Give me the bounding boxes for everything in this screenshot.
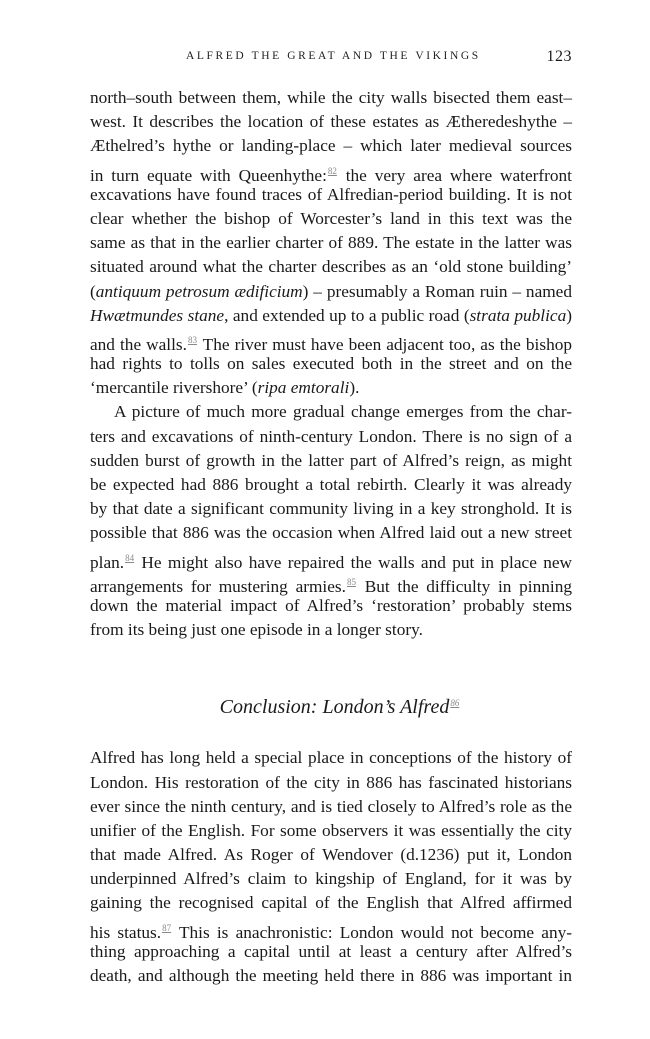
latin-phrase: ripa emtorali [257, 378, 350, 398]
text-line: ever since the ninth century, and is tied closely to Alfred’s role as the [90, 796, 572, 816]
text-line: from its being just one episode in a longer story. [90, 620, 423, 640]
section-spacer [90, 642, 572, 688]
text-line: that made Alfred. As Roger of Wendover (d.1236) put it, London [90, 845, 572, 865]
text-run: The river must have been adjacent too, as the bishop [197, 334, 572, 354]
running-header [90, 48, 572, 68]
text-line [90, 916, 572, 940]
text-line: ters and excavations of ninth-century London. There is no sign of a [90, 426, 572, 446]
text-line [90, 376, 572, 400]
text-line: underpinned Alfred’s claim to kingship of England, for it was by [90, 869, 572, 889]
text-line: west. It describes the location of these estates as Ætheredeshythe – [90, 112, 572, 132]
paragraph-1 [90, 86, 572, 400]
text-line: excavations have found traces of Alfredian-period building. It is not [90, 184, 572, 204]
footnote-ref-84[interactable]: 84 [125, 552, 135, 563]
text-run: and the walls. [90, 334, 187, 354]
text-line: had rights to tolls on sales executed both in the street and on the [90, 354, 572, 374]
text-line: thing approaching a capital until at least a century after Alfred’s [90, 941, 572, 961]
paragraph-2 [90, 400, 572, 642]
text-line: unifier of the English. For some observers it was essentially the city [90, 820, 572, 840]
text-line: sudden burst of growth in the latter part of Alfred’s reign, as might [90, 450, 572, 470]
footnote-ref-87[interactable]: 87 [162, 922, 172, 933]
footnote-ref-82[interactable]: 82 [327, 165, 337, 176]
text-run: the very area where waterfront [337, 165, 572, 185]
text-line [90, 159, 572, 183]
text-line [90, 280, 572, 304]
text-line: A picture of much more gradual change emerges from the char- [114, 402, 572, 422]
text-line: possible that 886 was the occasion when Alfred laid out a new street [90, 523, 572, 543]
text-line: clear whether the bishop of Worcester’s land in this text was the [90, 208, 572, 228]
text-line: same as that in the earlier charter of 889. The estate in the latter was [90, 233, 572, 253]
text-line: situated around what the charter describes as an ‘old stone building’ [90, 257, 572, 277]
text-run: ‘mercantile rivershore’ ( [90, 378, 258, 398]
text-run: ). [349, 378, 360, 398]
latin-phrase: strata publica [469, 305, 567, 325]
text-line: Alfred has long held a special place in conceptions of the history of [90, 748, 572, 768]
section-heading [90, 688, 572, 718]
text-run: He might also have repaired the walls and put in place new [135, 552, 572, 572]
page-number: 123 [546, 48, 572, 65]
text-run: ) – presumably a Roman ruin – named [302, 281, 572, 301]
paragraph-3 [90, 746, 572, 988]
text-run: This is anachronistic: London would not become any- [172, 922, 573, 942]
text-line: death, and although the meeting held there in 886 was important in [90, 966, 572, 985]
section-heading-text: Conclusion: London’s Alfred [219, 696, 450, 719]
text-run: ( [90, 281, 96, 301]
footnote-ref-83[interactable]: 83 [187, 334, 197, 345]
text-run: ) [566, 305, 572, 325]
text-line [90, 546, 572, 570]
text-line: London. His restoration of the city in 886 has fascinated historians [90, 772, 572, 792]
text-line: Æthelred’s hythe or landing-place – which later medieval sources [90, 136, 572, 156]
text-line: gaining the recognised capital of the English that Alfred affirmed [90, 893, 572, 913]
running-title: ALFRED THE GREAT AND THE VIKINGS [186, 50, 481, 62]
footnote-ref-86[interactable]: 86 [450, 698, 460, 709]
section-spacer [90, 718, 572, 746]
text-run: But the difficulty in pinning [356, 576, 572, 596]
text-line: down the material impact of Alfred’s ‘restoration’ probably stems [90, 595, 572, 615]
text-run: his status. [90, 922, 162, 942]
text-line [90, 304, 572, 328]
text-line [90, 328, 572, 352]
body-text [90, 86, 572, 988]
text-line: be expected had 886 brought a total rebirth. Clearly it was already [90, 475, 572, 494]
text-run: , and extended up to a public road ( [224, 305, 470, 325]
text-line [90, 570, 572, 594]
latin-phrase: antiquum petrosum ædificium [95, 281, 303, 301]
text-line: by that date a significant community living in a key stronghold. It is [90, 499, 572, 519]
text-run: in turn equate with Queenhythe: [90, 165, 327, 185]
text-run: plan. [90, 552, 125, 572]
place-name: Hwætmundes stane [90, 305, 225, 325]
text-run: arrangements for mustering armies. [90, 576, 346, 596]
text-line: north–south between them, while the city walls bisected them east– [90, 88, 572, 107]
footnote-ref-85[interactable]: 85 [346, 576, 356, 587]
